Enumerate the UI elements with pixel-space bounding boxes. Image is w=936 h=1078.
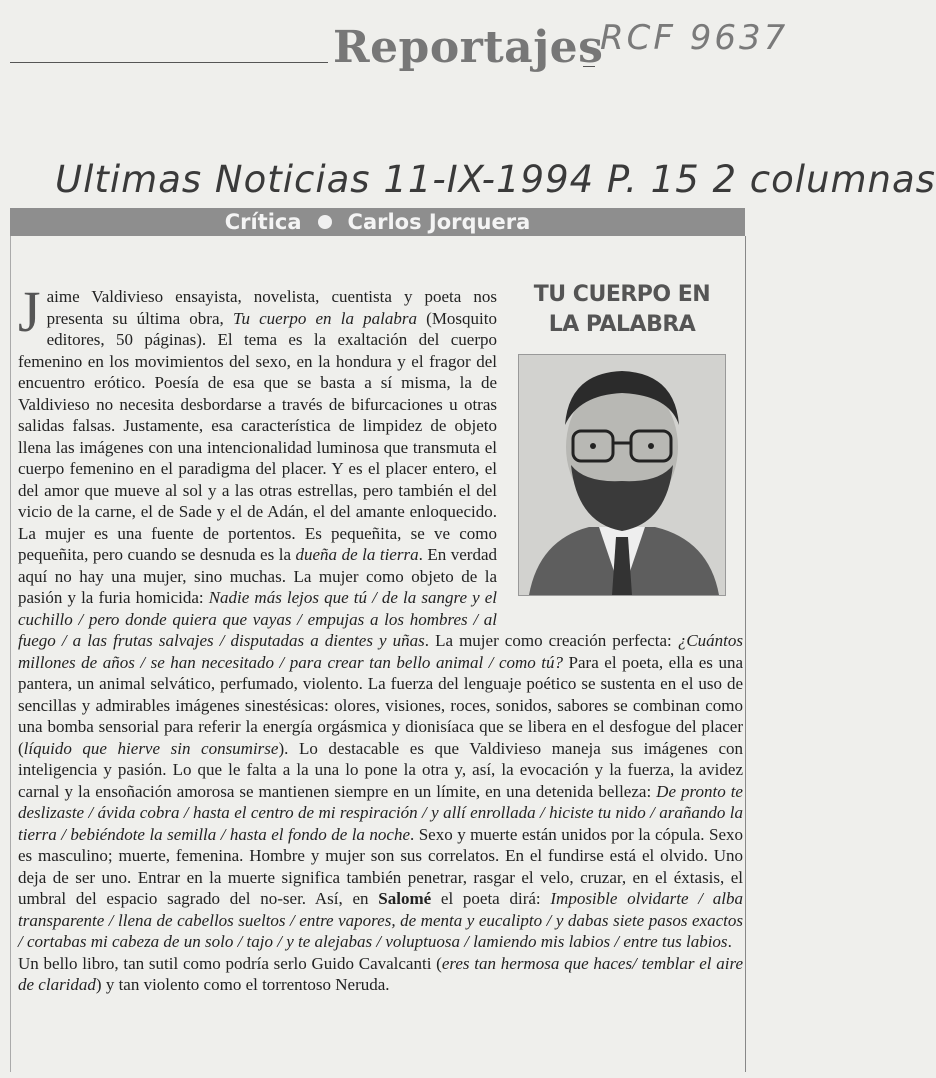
italic-quote: Nadie más lejos que tú / de la sangre y el cuchillo / pero donde quiera que vayas / empujas a los hombres / al fuego / a las frutas salvajes / disputadas a dientes y uñas	[18, 588, 498, 650]
text-run: aime Valdivieso ensayista, novelista, cuentista y poeta nos presenta su última obra,	[46, 287, 497, 328]
text-run: (Mosquito editores, 50 páginas). El tema es la exaltación del cuerpo femenino en los movimientos del sexo, en la hondura y el fragor del encuentro erótico. Poesía de esa que se basta a sí misma, la de Valdivieso no necesita desbordarse a través de bifurcaciones u otras salidas falsas. Justamente, esa característica de limpidez de objeto llena las imágenes con una intencionalidad luminosa que transmuta el cuerpo femenino en el paradigma del placer. Y es el placer entero, el del amor que mueve al sol y a las otras estrellas, pero también el del vicio de la carne, el de Sade y el de Adán, el del amante enloquecido. La mujer es una fuente de portentos. Es pequeñita, se ve como pequeñita, pero cuando se desnuda es la	[18, 308, 497, 564]
dropcap-letter: J	[18, 279, 41, 344]
header-rule-left	[10, 62, 328, 63]
text-run: ). Lo destacable es que Valdivieso maneja sus imágenes con inteligencia y pasión. Lo que le falta a la una lo pone la otra y, así, la evocación y la fuerza, la avidez carnal y la ensoñación amorosa se mantienen siempre en un límite, en una detenida belleza:	[18, 738, 744, 801]
handwritten-annotation: Ultimas Noticias 11-IX-1994 P. 15 2 columnas	[55, 158, 936, 201]
italic-quote: eres tan hermosa que haces/ temblar el aire de claridad	[18, 953, 743, 994]
text-run: ) y tan violento como el torrentoso Neruda.	[95, 975, 390, 994]
italic-quote: líquido que hierve sin consumirse	[23, 738, 279, 758]
text-run: . Sexo y muerte están unidos por la cópula. Sexo es masculino; muerte, femenina. Hombre y mujer son sus correlatos. En el fundirse está el olvido. Uno deja de ser uno. Entrar en la muerte significa también penetrar, rasgar el velo, cruzar, en el éxtasis, el umbral del espacio sagrado del no-ser. Así, en	[18, 824, 743, 908]
header-rule-right	[583, 66, 595, 67]
frame-border-left	[10, 236, 11, 1072]
portrait-illustration	[519, 355, 725, 595]
byline-author: Carlos Jorquera	[347, 210, 531, 234]
italic-quote: dueña de la tierra	[295, 545, 419, 564]
frame-border-right	[745, 236, 746, 1072]
italic-quote: De pronto te deslizaste / ávida cobra / hasta el centro de mi respiración / y allí enrollada / hiciste tu nido / arañando la tierra / bebiéndote la semilla / hasta el fondo de la noche	[18, 781, 743, 844]
text-run: el poeta dirá:	[431, 889, 551, 908]
article-title: TU CUERPO EN LA PALABRA	[533, 282, 711, 337]
text-run: Para el poeta, ella es una pantera, un animal selvático, perfumado, violento. La fuerza del lenguaje poético se sustenta en el uso de sencillas y admirables imágenes sinestésicas: olores, visiones, roces, sonidos, sabores se combinan como una bomba sensorial para referir la energía orgásmica y dionisíaca que se libera en el desfogue del placer (	[18, 652, 743, 758]
text-run: . La mujer como creación perfecta:	[424, 631, 678, 650]
bullet-icon	[318, 215, 332, 229]
title-photo-block	[511, 280, 733, 620]
italic-quote: Imposible olvidarte / alba transparente / llena de cabellos sueltos / entre vapores, de menta y eucalipto / y dabas siete pasos exactos / cortabas mi cabeza de un solo / tajo / y te alejabas / voluptuosa / lamiendo mis labios / entre tus labios	[18, 889, 743, 951]
text-run: Un bello libro, tan sutil como podría serlo Guido Cavalcanti (	[18, 953, 442, 973]
text-run: .	[727, 932, 732, 951]
text-run: . En verdad aquí no hay una mujer, sino muchas. La mujer como objeto de la pasión y la furia homicida:	[18, 545, 498, 607]
article-paragraph-2	[18, 953, 743, 996]
article-body	[18, 279, 744, 996]
italic-quote: ¿Cuántos millones de años / se han necesitado / para crear tan bello animal / como tú?	[18, 631, 743, 672]
bold-text: Salomé	[378, 889, 432, 908]
section-title: Reportajes	[333, 22, 604, 73]
byline-bar	[10, 208, 745, 236]
archive-note: RCF 9637	[600, 18, 789, 58]
byline-category: Crítica	[224, 210, 302, 234]
author-portrait	[518, 354, 726, 596]
italic-quote: Tu cuerpo en la palabra	[232, 308, 417, 328]
